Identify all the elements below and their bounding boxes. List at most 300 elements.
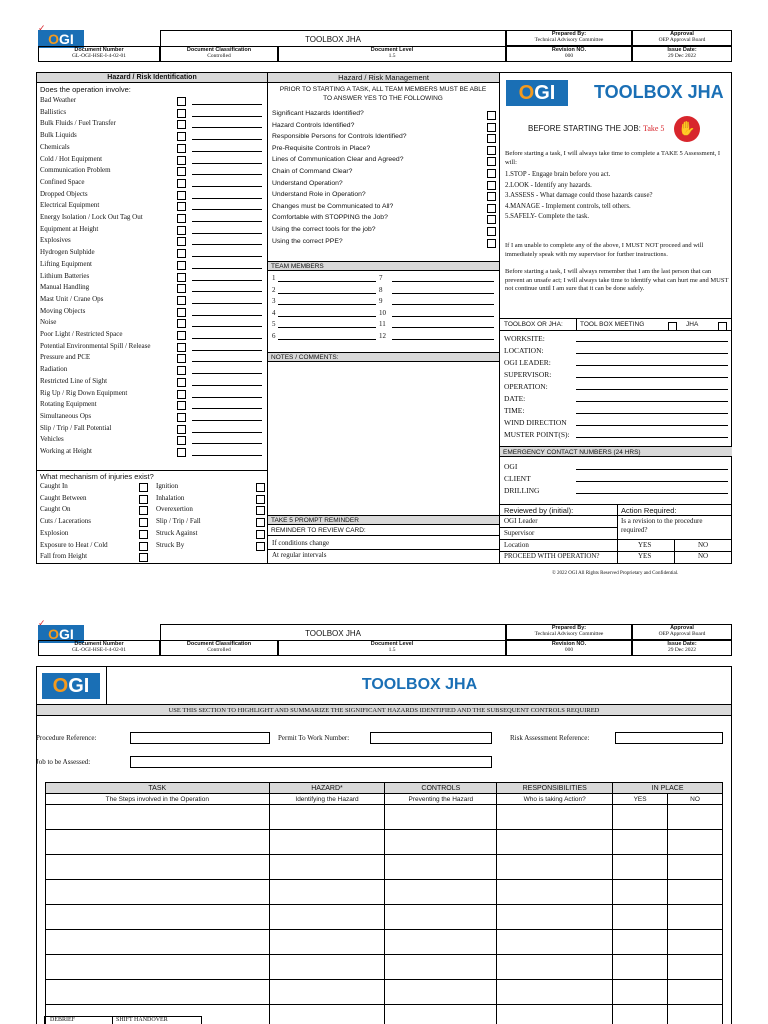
hazard-item-checkbox[interactable] [177, 179, 186, 188]
hazard-item-checkbox[interactable] [177, 214, 186, 223]
readiness-question: Changes must be Communicated to All? [272, 202, 394, 210]
approval-cell-p2 [632, 624, 732, 640]
table-cell[interactable] [613, 830, 668, 855]
team-member-line[interactable] [278, 293, 376, 294]
doc-class-cell [160, 46, 278, 62]
injury-item-checkbox[interactable] [139, 518, 148, 527]
job-assessed-input[interactable] [130, 756, 492, 768]
injury-item-label: Cuts / Lacerations [40, 517, 91, 526]
ogi-logo-p2: OGI [38, 625, 84, 643]
reminder-heading: REMINDER TO REVIEW CARD: [268, 526, 499, 536]
injury-item-checkbox[interactable] [139, 506, 148, 515]
issue-date-cell-p2 [632, 640, 732, 656]
hazard-item-line[interactable] [192, 209, 262, 210]
hazard-item-checkbox[interactable] [177, 202, 186, 211]
approval-value: OEP Approval Board [658, 37, 706, 43]
injury-item-label: Caught Between [40, 493, 87, 502]
hazard-item-checkbox[interactable] [177, 132, 186, 141]
injury-item-checkbox[interactable] [256, 495, 265, 504]
team-member-number: 12 [379, 332, 386, 340]
emergency-contact-label: OGI [504, 462, 518, 471]
readiness-checkbox[interactable] [487, 169, 496, 178]
hazard-item-checkbox[interactable] [177, 167, 186, 176]
injury-item-checkbox[interactable] [139, 542, 148, 551]
hazard-item-line[interactable] [192, 139, 262, 140]
job-assessed-label: Job to be Assessed: [36, 758, 91, 766]
table-cell[interactable] [385, 805, 497, 830]
injury-item-checkbox[interactable] [256, 506, 265, 515]
right-panel-title: TOOLBOX JHA [594, 82, 724, 102]
hazard-item-line[interactable] [192, 373, 262, 374]
sub-no: NO [668, 794, 723, 805]
table-cell[interactable] [668, 955, 723, 980]
table-cell[interactable] [385, 1005, 497, 1024]
team-member-line[interactable] [278, 316, 376, 317]
team-member-line[interactable] [278, 281, 376, 282]
hazard-item-line[interactable] [192, 350, 262, 351]
table-cell[interactable] [613, 980, 668, 1005]
doc-level-cell-p2 [278, 640, 506, 656]
hazard-item-checkbox[interactable] [177, 273, 186, 282]
col-in-place: IN PLACE [613, 783, 723, 794]
readiness-checkbox[interactable] [487, 227, 496, 236]
take5-step: 1.STOP - Engage brain before you act. [505, 171, 611, 178]
table-cell[interactable] [497, 830, 613, 855]
emergency-contact-line[interactable] [576, 469, 728, 470]
hazard-item-label: Rig Up / Rig Down Equipment [40, 388, 128, 397]
worksite-field-line[interactable] [576, 341, 728, 342]
table-cell[interactable] [668, 830, 723, 855]
revision-value: 000 [564, 53, 574, 59]
hazard-item-line[interactable] [192, 244, 262, 245]
doc-level-value: 1.5 [388, 53, 396, 59]
readiness-question: Hazard Controls Identified? [272, 121, 355, 129]
hazard-item-line[interactable] [192, 315, 262, 316]
hazard-item-line[interactable] [192, 221, 262, 222]
take5-step: 2.LOOK - Identify any hazards. [505, 181, 592, 189]
review-row-supervisor: Supervisor [504, 529, 535, 537]
table-cell[interactable] [46, 930, 270, 955]
worksite-field-label: TIME: [504, 406, 525, 415]
injury-item-checkbox[interactable] [139, 495, 148, 504]
jha-label: JHA [686, 321, 699, 328]
toolbox-meeting-label: TOOL BOX MEETING [580, 321, 645, 328]
hazard-item-label: Rotating Equipment [40, 400, 97, 409]
hazard-item-label: Dropped Objects [40, 189, 88, 198]
hazard-item-checkbox[interactable] [177, 343, 186, 352]
hazard-item-label: Chemicals [40, 142, 70, 151]
hazard-item-checkbox[interactable] [177, 284, 186, 293]
table-cell[interactable] [385, 880, 497, 905]
issue-date-cell [632, 46, 732, 62]
issue-date-label: Issue Date: [667, 47, 697, 53]
readiness-question: Comfortable with STOPPING the Job? [272, 214, 388, 222]
sub-task: The Steps involved in the Operation [46, 794, 270, 805]
hazard-item-checkbox[interactable] [177, 191, 186, 200]
hazard-item-label: Working at Height [40, 447, 92, 455]
hazard-item-label: Simultaneous Ops [40, 411, 92, 420]
worksite-field-label: OGI LEADER: [504, 358, 551, 367]
readiness-question: Understand Operation? [272, 179, 343, 187]
table-cell[interactable] [497, 905, 613, 930]
table-cell[interactable] [269, 830, 385, 855]
table-cell[interactable] [46, 955, 270, 980]
hazard-item-checkbox[interactable] [177, 109, 186, 118]
header-title-p2: TOOLBOX JHA [305, 629, 361, 638]
logo-flame-icon-p2: ✓ [38, 618, 46, 628]
table-cell[interactable] [613, 880, 668, 905]
table-cell[interactable] [46, 855, 270, 880]
hazard-item-line[interactable] [192, 420, 262, 421]
hazard-item-line[interactable] [192, 455, 262, 456]
col-controls: CONTROLS [385, 783, 497, 794]
hazard-item-checkbox[interactable] [177, 401, 186, 410]
doc-class-value: Controlled [207, 53, 231, 59]
team-member-line[interactable] [278, 339, 376, 340]
injury-item-checkbox[interactable] [139, 530, 148, 539]
hazard-item-line[interactable] [192, 385, 262, 386]
team-member-line[interactable] [392, 281, 494, 282]
hazard-item-label: Bad Weather [40, 96, 77, 104]
hazard-item-label: Pressure and PCE [40, 353, 91, 362]
hazard-item-line[interactable] [192, 151, 262, 152]
injury-item-checkbox[interactable] [139, 483, 148, 492]
hazard-item-line[interactable] [192, 198, 262, 199]
table-cell[interactable] [385, 905, 497, 930]
issue-date-value-p2: 29 Dec 2022 [667, 647, 697, 653]
col-task: TASK [46, 783, 270, 794]
hazard-item-line[interactable] [192, 303, 262, 304]
worksite-field-line[interactable] [576, 377, 728, 378]
hazard-item-checkbox[interactable] [177, 237, 186, 246]
hazard-item-label: Potential Environmental Spill / Release [40, 341, 151, 350]
action-required-label: Action Required: [621, 506, 677, 515]
team-member-line[interactable] [392, 327, 494, 328]
take5-prompt-heading: TAKE 5 PROMPT REMINDER [268, 515, 499, 525]
hazard-item-line[interactable] [192, 291, 262, 292]
hazard-item-line[interactable] [192, 186, 262, 187]
injury-item-label: Explosion [40, 528, 69, 537]
hazard-item-checkbox[interactable] [177, 97, 186, 106]
prepared-by-value: Technical Advisory Committee [534, 37, 604, 43]
table-cell[interactable] [46, 830, 270, 855]
table-cell[interactable] [668, 880, 723, 905]
table-cell[interactable] [269, 930, 385, 955]
hazard-item-label: Explosives [40, 236, 71, 245]
proceed-yes[interactable]: YES [638, 552, 652, 560]
review-row-proceed: PROCEED WITH OPERATION? [504, 552, 600, 560]
col-hazard: HAZARD* [269, 783, 385, 794]
table-cell[interactable] [613, 930, 668, 955]
hazard-item-checkbox[interactable] [177, 354, 186, 363]
team-member-line[interactable] [392, 316, 494, 317]
table-cell[interactable] [668, 905, 723, 930]
approval-label: Approval [670, 31, 694, 37]
table-row [46, 805, 723, 830]
table-cell[interactable] [269, 855, 385, 880]
hazard-item-label: Energy Isolation / Lock Out Tag Out [40, 213, 143, 221]
worksite-field-label: WIND DIRECTION [504, 418, 567, 427]
hazard-item-line[interactable] [192, 443, 262, 444]
table-cell[interactable] [613, 1005, 668, 1024]
hazard-item-checkbox[interactable] [177, 261, 186, 270]
doc-class-cell-p2 [160, 640, 278, 656]
hazard-item-checkbox[interactable] [177, 319, 186, 328]
table-cell[interactable] [269, 905, 385, 930]
hazard-item-checkbox[interactable] [177, 331, 186, 340]
team-member-line[interactable] [392, 293, 494, 294]
emergency-contact-label: CLIENT [504, 474, 531, 483]
hazard-item-label: Bulk Liquids [40, 131, 77, 140]
readiness-question: Pre-Requisite Controls in Place? [272, 144, 371, 152]
hazard-item-checkbox[interactable] [177, 144, 186, 153]
worksite-field-line[interactable] [576, 413, 728, 414]
team-member-line[interactable] [278, 327, 376, 328]
injury-item-checkbox[interactable] [256, 530, 265, 539]
readiness-checkbox[interactable] [487, 181, 496, 190]
prepared-by-cell-p2 [506, 624, 632, 640]
hazard-item-label: Manual Handling [40, 283, 90, 292]
revision-cell [506, 46, 632, 62]
hazard-item-line[interactable] [192, 174, 262, 175]
hazard-item-label: Poor Light / Restricted Space [40, 330, 123, 338]
permit-number-label: Permit To Work Number: [278, 734, 350, 742]
table-cell[interactable] [46, 905, 270, 930]
injury-item-label: Overexertion [156, 505, 193, 514]
table-cell[interactable] [385, 955, 497, 980]
readiness-checkbox[interactable] [487, 239, 496, 248]
hazard-item-label: Lithium Batteries [40, 271, 90, 280]
table-cell[interactable] [269, 980, 385, 1005]
revision-yes[interactable]: YES [638, 541, 652, 549]
proceed-no[interactable]: NO [698, 552, 709, 560]
hazard-item-label: Noise [40, 318, 57, 327]
injury-item-label: Inhalation [156, 493, 185, 502]
readiness-checkbox[interactable] [487, 134, 496, 143]
readiness-checkbox[interactable] [487, 111, 496, 120]
hazard-item-checkbox[interactable] [177, 296, 186, 305]
header-title-cell [160, 30, 506, 47]
worksite-field-line[interactable] [576, 401, 728, 402]
team-members-heading: TEAM MEMBERS [268, 261, 499, 271]
emergency-contact-line[interactable] [576, 493, 728, 494]
emergency-contact-label: DRILLING [504, 486, 540, 495]
table-cell[interactable] [497, 880, 613, 905]
hazard-item-checkbox[interactable] [177, 413, 186, 422]
revision-no[interactable]: NO [698, 541, 709, 549]
table-cell[interactable] [613, 805, 668, 830]
table-cell[interactable] [385, 930, 497, 955]
table-cell[interactable] [46, 805, 270, 830]
table-cell[interactable] [613, 905, 668, 930]
worksite-field-line[interactable] [576, 437, 728, 438]
reminder-item-1: If conditions change [272, 539, 330, 547]
hazard-item-line[interactable] [192, 361, 262, 362]
team-member-number: 9 [379, 297, 383, 306]
hazard-item-checkbox[interactable] [177, 436, 186, 445]
table-cell[interactable] [668, 855, 723, 880]
table-cell[interactable] [385, 980, 497, 1005]
table-cell[interactable] [668, 930, 723, 955]
injury-item-label: Struck Against [156, 528, 198, 537]
doc-number-cell [38, 46, 160, 62]
hazard-item-label: Bulk Fluids / Fuel Transfer [40, 119, 116, 128]
risk-mgmt-intro: PRIOR TO STARTING A TASK, ALL TEAM MEMBERS MUST BE ABLE TO ANSWER YES TO THE FOLLOWING [279, 86, 487, 102]
emergency-contact-line[interactable] [576, 481, 728, 482]
doc-number-value-p2: GL-OGI-HSE-I-4-02-01 [71, 647, 127, 653]
doc-level-value-p2: 1.5 [388, 647, 396, 653]
doc-number-cell-p2 [38, 640, 160, 656]
table-cell[interactable] [385, 830, 497, 855]
readiness-checkbox[interactable] [487, 123, 496, 132]
readiness-question: Using the correct PPE? [272, 237, 343, 245]
hazard-item-label: Restricted Line of Sight [40, 376, 108, 385]
readiness-question: Significant Hazards Identified? [272, 110, 364, 117]
ogi-logo: OGI [38, 30, 84, 48]
injury-item-checkbox[interactable] [256, 518, 265, 527]
table-cell[interactable] [385, 855, 497, 880]
hazard-item-checkbox[interactable] [177, 249, 186, 258]
hazard-item-label: Electrical Equipment [40, 201, 100, 210]
notes-area[interactable] [268, 362, 499, 514]
hazard-item-label: Communication Problem [40, 166, 111, 175]
table-cell[interactable] [668, 1005, 723, 1024]
table-cell[interactable] [668, 980, 723, 1005]
readiness-checkbox[interactable] [487, 192, 496, 201]
stop-hand-icon: ✋ [674, 116, 700, 142]
ogi-logo-p2-large: OGI [42, 673, 100, 699]
team-member-number: 2 [272, 285, 276, 294]
table-cell[interactable] [497, 855, 613, 880]
readiness-checkbox[interactable] [487, 204, 496, 213]
hazard-item-label: Radiation [40, 365, 68, 374]
table-cell[interactable] [497, 980, 613, 1005]
header-title-cell-p2 [160, 624, 506, 641]
approval-label-p2: Approval [670, 625, 694, 631]
team-member-line[interactable] [278, 304, 376, 305]
team-member-line[interactable] [392, 339, 494, 340]
hazard-item-line[interactable] [192, 127, 262, 128]
table-cell[interactable] [46, 880, 270, 905]
debrief-label: DEBRIEF [50, 1017, 76, 1023]
team-member-number: 11 [379, 320, 386, 329]
hazard-item-line[interactable] [192, 408, 262, 409]
take5-para1: If I am unable to complete any of the above, I MUST NOT proceed and will immediately speak with my supervisor for further instructions. [505, 242, 704, 258]
hazard-item-checkbox[interactable] [177, 448, 186, 457]
hazard-item-line[interactable] [192, 338, 262, 339]
readiness-checkbox[interactable] [487, 157, 496, 166]
hazard-item-line[interactable] [192, 280, 262, 281]
hazard-item-label: Vehicles [40, 435, 64, 444]
before-starting-label: BEFORE STARTING THE JOB: [528, 124, 641, 133]
procedure-ref-label: Procedure Reference: [36, 734, 97, 742]
table-cell[interactable] [668, 805, 723, 830]
take5-step: 4.MANAGE - Implement controls, tell others. [505, 202, 631, 210]
readiness-checkbox[interactable] [487, 146, 496, 155]
prepared-by-label: Prepared By: [551, 31, 587, 37]
readiness-question: Using the correct tools for the job? [272, 226, 376, 233]
col-responsibilities: RESPONSIBILITIES [497, 783, 613, 794]
table-cell[interactable] [269, 955, 385, 980]
logo-flame-icon: ✓ [38, 23, 46, 33]
worksite-field-line[interactable] [576, 389, 728, 390]
take5-intro: Before starting a task, I will always take time to complete a TAKE 5 Assessment, I will: [505, 150, 721, 166]
hazard-item-line[interactable] [192, 116, 262, 117]
doc-number-label-p2: Document Number [74, 641, 124, 647]
hazard-item-checkbox[interactable] [177, 378, 186, 387]
procedure-ref-input[interactable] [130, 732, 270, 744]
injury-item-label: Struck By [156, 540, 185, 549]
hazard-item-line[interactable] [192, 256, 262, 257]
injury-item-checkbox[interactable] [256, 483, 265, 492]
hazard-item-checkbox[interactable] [177, 156, 186, 165]
team-member-line[interactable] [392, 304, 494, 305]
hazard-item-line[interactable] [192, 268, 262, 269]
table-cell[interactable] [497, 805, 613, 830]
toolbox-or-jha-label: TOOLBOX OR JHA: [504, 321, 563, 328]
table-cell[interactable] [497, 955, 613, 980]
worksite-field-line[interactable] [576, 365, 728, 366]
revision-cell-p2 [506, 640, 632, 656]
hazard-item-line[interactable] [192, 163, 262, 164]
injury-item-checkbox[interactable] [256, 542, 265, 551]
hazard-item-line[interactable] [192, 397, 262, 398]
table-cell[interactable] [269, 1005, 385, 1024]
prepared-by-label-p2: Prepared By: [551, 625, 587, 631]
hazard-item-line[interactable] [192, 233, 262, 234]
table-row [46, 905, 723, 930]
readiness-checkbox[interactable] [487, 215, 496, 224]
sub-hazard: Identifying the Hazard [269, 794, 385, 805]
approval-cell [632, 30, 732, 46]
revision-question: Is a revision to the procedure required? [621, 517, 703, 534]
risk-mgmt-heading: Hazard / Risk Management [268, 73, 499, 83]
table-row [46, 880, 723, 905]
injury-item-checkbox[interactable] [139, 553, 148, 562]
hazard-item-checkbox[interactable] [177, 425, 186, 434]
header-title: TOOLBOX JHA [305, 35, 361, 44]
table-cell[interactable] [46, 980, 270, 1005]
hazard-item-checkbox[interactable] [177, 390, 186, 399]
approval-value-p2: OEP Approval Board [658, 631, 706, 637]
table-cell[interactable] [613, 955, 668, 980]
worksite-field-line[interactable] [576, 425, 728, 426]
hazard-item-line[interactable] [192, 326, 262, 327]
hazard-item-checkbox[interactable] [177, 308, 186, 317]
worksite-field-label: WORKSITE: [504, 334, 545, 343]
page2-title: TOOLBOX JHA [361, 676, 478, 693]
worksite-field-line[interactable] [576, 353, 728, 354]
table-cell[interactable] [269, 805, 385, 830]
permit-number-input[interactable] [370, 732, 492, 744]
worksite-field-label: LOCATION: [504, 346, 544, 355]
issue-date-value: 29 Dec 2022 [667, 53, 697, 59]
risk-ref-input[interactable] [615, 732, 723, 744]
table-cell[interactable] [497, 930, 613, 955]
hazard-item-line[interactable] [192, 104, 262, 105]
table-cell[interactable] [613, 855, 668, 880]
hazard-item-line[interactable] [192, 432, 262, 433]
team-member-number: 6 [272, 332, 276, 340]
team-member-number: 4 [272, 308, 276, 317]
table-cell[interactable] [497, 1005, 613, 1024]
hazard-item-checkbox[interactable] [177, 366, 186, 375]
hazard-item-checkbox[interactable] [177, 226, 186, 235]
issue-date-label-p2: Issue Date: [667, 641, 697, 647]
hazard-item-checkbox[interactable] [177, 120, 186, 129]
table-cell[interactable] [269, 880, 385, 905]
team-member-number: 10 [379, 308, 386, 317]
